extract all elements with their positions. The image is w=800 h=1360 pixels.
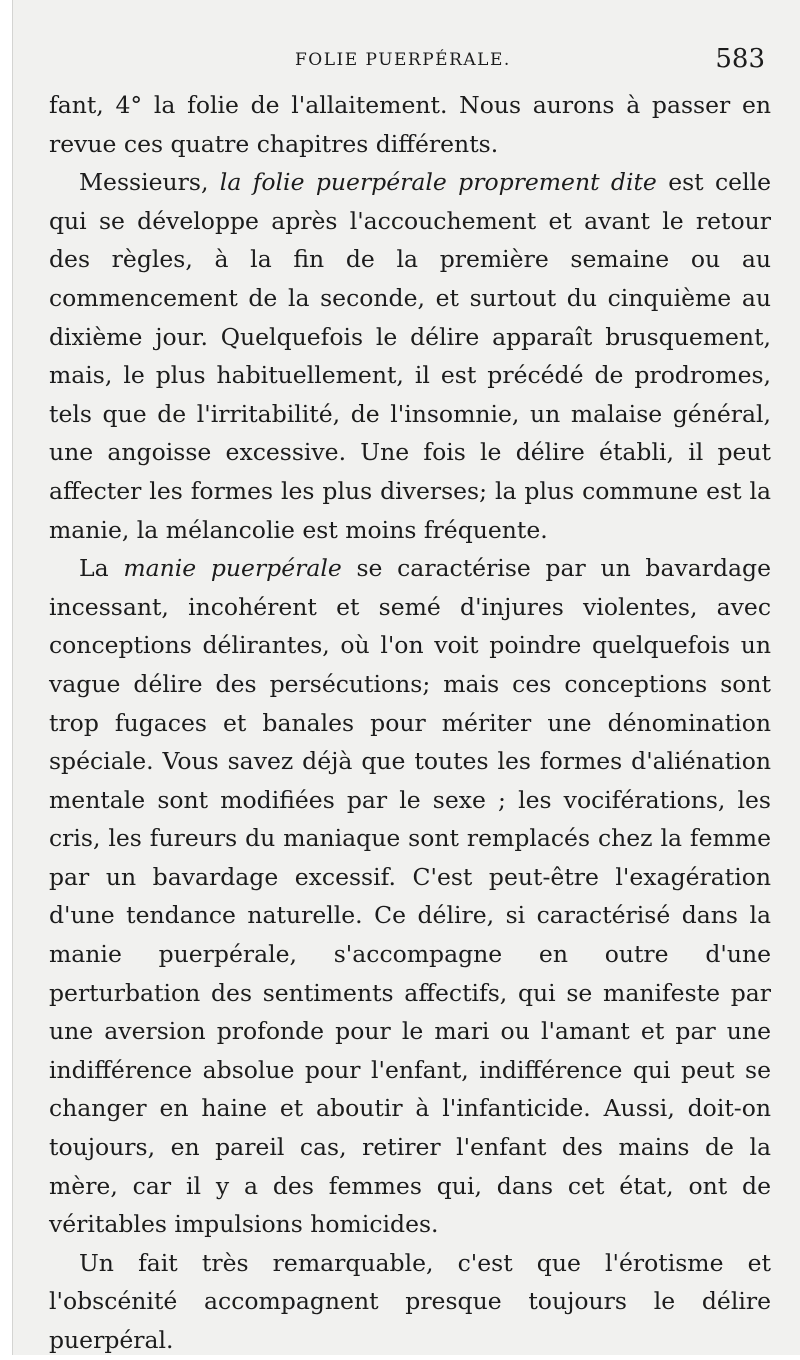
italic-phrase-folie-puerperale: la folie puerpérale proprement dite (219, 168, 657, 197)
paragraph-1-text: fant, 4° la folie de l'allaitement. Nous aurons à passer en revue ces quatre chapitres différents. (49, 91, 771, 158)
paragraph-4 (49, 1244, 771, 1360)
paragraph-2 (49, 163, 771, 549)
book-page (12, 0, 800, 1355)
paragraph-3 (49, 549, 771, 1244)
paragraph-3-text-b: se caractérise par un bavardage incessant, incohérent et semé d'injures violentes, avec conceptions délirantes, où l'on voit poindre quelquefois un vague délire des persécutions; mais ces conceptions sont trop fugaces et banales pour mériter une dénomination spéciale. Vous savez déjà que toutes les formes d'aliénation mentale sont modifiées par le sexe ; les vociférations, les cris, les fureurs du maniaque sont remplacés chez la femme par un bavardage excessif. C'est peut-être l'exagération d'une tendance naturelle. Ce délire, si caractérisé dans la manie puerpérale, s'accompagne en outre d'une perturbation des sentiments affectifs, qui se manifeste par une aversion profonde pour le mari ou l'amant et par une indifférence absolue pour l'enfant, indifférence qui peut se changer en haine et aboutir à l'infanticide. Aussi, doit-on toujours, en pareil cas, retirer l'enfant des mains de la mère, car il y a des femmes qui, dans cet état, ont de véritables impulsions homicides. (49, 554, 771, 1239)
italic-phrase-manie-puerperale: manie puerpérale (123, 554, 342, 583)
paragraph-2-text-a: Messieurs, (79, 168, 220, 197)
paragraph-4-text: Un fait très remarquable, c'est que l'érotisme et l'obscénité accompagnent presque toujours le délire puerpéral. (49, 1248, 771, 1354)
paragraph-2-text-b: est celle qui se développe après l'accouchement et avant le retour des règles, à la fin de la première semaine ou au commencement de la seconde, et surtout du cinquième au dixième jour. Quelquefois le délire apparaît brusquement, mais, le plus habituellement, il est précédé de prodromes, tels que de l'irritabilité, de l'insomnie, un malaise général, une angoisse excessive. Une fois le délire établi, il peut affecter les formes les plus diverses; la plus commune est la manie, la mélancolie est moins fréquente. (49, 168, 772, 544)
paragraph-3-text-a: La (79, 554, 124, 583)
running-title: FOLIE PUERPÉRALE. (295, 50, 511, 70)
paragraph-1 (49, 86, 771, 163)
body-text (49, 86, 771, 1360)
page-number: 583 (715, 44, 765, 74)
page-header (13, 44, 800, 76)
